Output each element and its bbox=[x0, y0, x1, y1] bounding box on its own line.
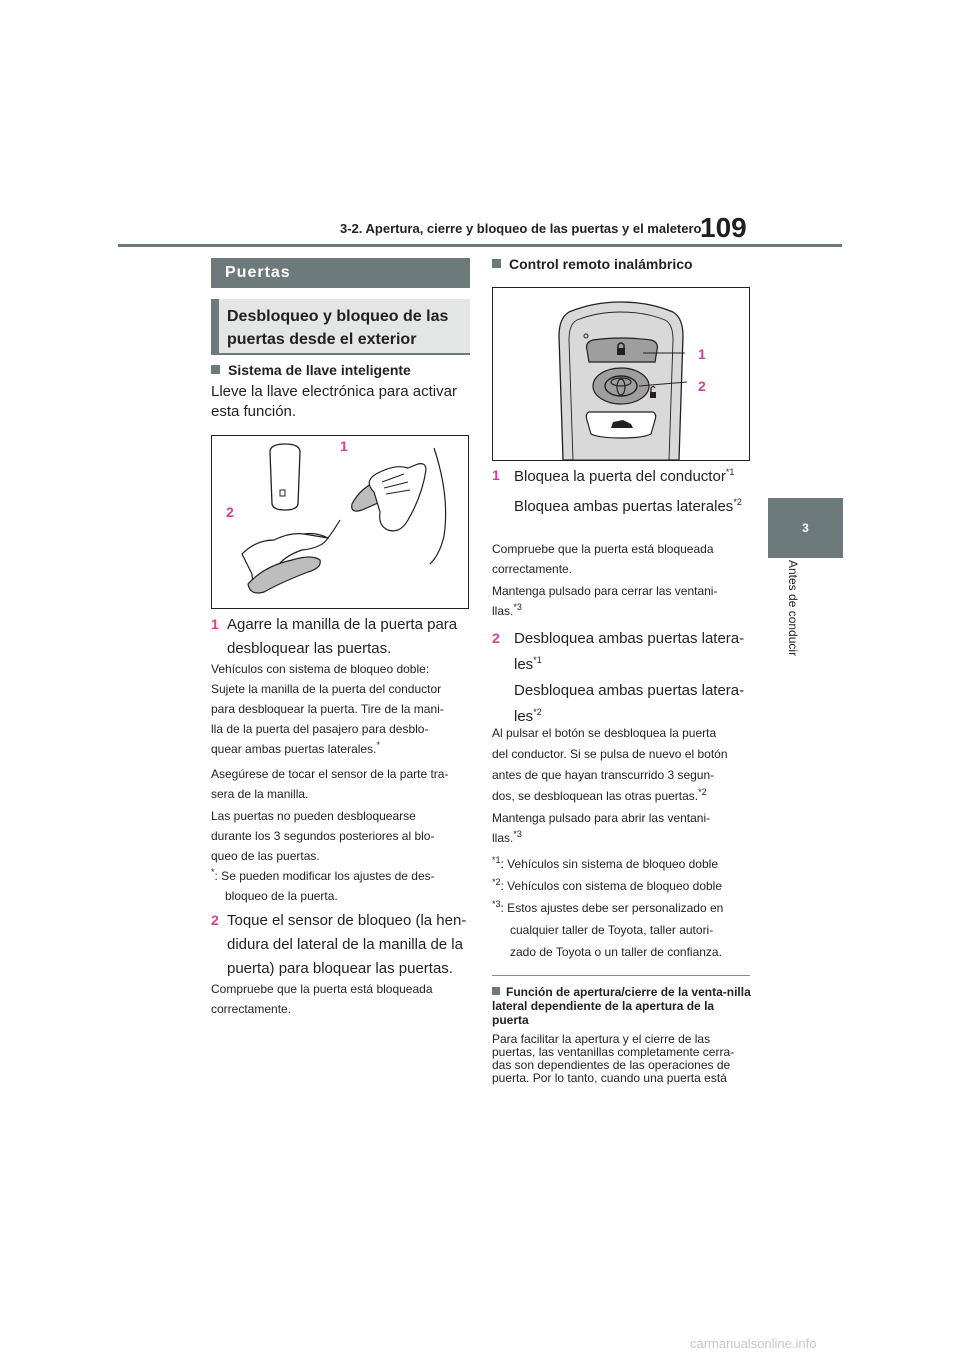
figure-callout-2: 2 bbox=[698, 378, 706, 394]
window-function-text: Para facilitar la apertura y el cierre de las puertas, las ventanillas completamente cerra- das son dependientes de las operaciones de puerta. Por lo tanto, cuando una puerta está bbox=[492, 1032, 735, 1085]
lock-check-note: Compruebe que la puerta está bloqueada correctamente. bbox=[211, 982, 433, 1016]
footnote-3: $^{*3}$: Estos ajustes debe ser personalizado en cualquier taller de Toyota, taller autori- zado de Toyota o un taller de confianza. bbox=[492, 899, 724, 959]
remote-heading: Control remoto inalámbrico bbox=[492, 256, 693, 272]
remote-figure bbox=[492, 287, 750, 461]
subsection-bar bbox=[211, 299, 470, 355]
step-text: Bloquea la puerta del conductor$^{*1}$ Bloquea ambas puertas laterales$^{*2}$ bbox=[514, 467, 742, 515]
step-number: 1 bbox=[211, 616, 219, 632]
open-windows-note: Mantenga pulsado para abrir las ventani- llas.$^{*3}$ bbox=[492, 811, 711, 845]
square-bullet-icon bbox=[492, 259, 501, 268]
step-number: 1 bbox=[492, 467, 500, 483]
hand-door-handle-illustration bbox=[212, 436, 468, 608]
unlock-icon bbox=[650, 392, 656, 398]
upper-hand bbox=[369, 464, 426, 531]
chapter-tab: 3 bbox=[768, 498, 843, 558]
left-footnote: *: Se pueden modificar los ajustes de des- bloqueo de la puerta. bbox=[211, 867, 435, 903]
square-bullet-icon bbox=[492, 987, 500, 995]
figure-callout-2: 2 bbox=[226, 504, 234, 520]
remote-key-illustration bbox=[493, 288, 749, 460]
close-windows-note: Mantenga pulsado para cerrar las ventani- llas.$^{*3}$ bbox=[492, 584, 718, 618]
smart-key-intro: Lleve la llave electrónica para activar esta función. bbox=[211, 383, 457, 420]
page-number: 109 bbox=[700, 212, 747, 243]
unlock-delay-note: Las puertas no pueden desbloquearse durante los 3 segundos posteriores al blo- queo de las puertas. bbox=[211, 809, 435, 863]
step-number: 2 bbox=[211, 912, 219, 928]
right-step-2 bbox=[492, 627, 754, 729]
right-footnotes bbox=[492, 853, 754, 963]
square-bullet-icon bbox=[211, 365, 220, 374]
chapter-label: Antes de conducir bbox=[786, 560, 800, 657]
subsection-title-line1: Desbloqueo y bloqueo de las bbox=[227, 308, 449, 325]
footnote-2: $^{*2}$: Vehículos con sistema de bloqueo doble bbox=[492, 877, 722, 893]
smart-key-heading: Sistema de llave inteligente bbox=[211, 362, 411, 378]
left-step-1 bbox=[211, 613, 471, 661]
unlock-sequence-note: Al pulsar el botón se desbloquea la puerta del conductor. Si se pulsa de nuevo el botón antes de que hayan transcurrido 3 segun- dos, se desbloquean las otras puertas.$^{*2}$ bbox=[492, 726, 728, 803]
figure-callout-1: 1 bbox=[698, 346, 706, 362]
smart-key-figure bbox=[211, 435, 469, 609]
watermark: carmanualsonline.info bbox=[690, 1336, 817, 1351]
double-lock-note: Vehículos con sistema de bloqueo doble: Sujete la manilla de la puerta del conductor para desbloquear la puerta. Tire de la mani- lla de la puerta del pasajero para desblo- quear ambas puertas laterales.* bbox=[211, 662, 444, 756]
step-text: Agarre la manilla de la puerta para desbloquear las puertas. bbox=[227, 616, 458, 657]
section-bar: Puertas bbox=[211, 258, 470, 288]
figure-callout-1: 1 bbox=[340, 438, 348, 454]
step-text: Desbloquea ambas puertas latera- les$^{*1}$ Desbloquea ambas puertas latera- les$^{*2}$ bbox=[514, 630, 745, 725]
subsection-title-line2: puertas desde el exterior bbox=[227, 331, 417, 348]
door-panel-curve bbox=[430, 448, 446, 564]
step-text: Toque el sensor de bloqueo (la hen- didura del lateral de la manilla de la puerta) para bloquear las puertas. bbox=[227, 912, 467, 977]
lock-icon bbox=[617, 348, 625, 355]
footnote-1: $^{*1}$: Vehículos sin sistema de bloqueo doble bbox=[492, 855, 718, 871]
right-step-1 bbox=[492, 464, 754, 520]
header-rule bbox=[118, 244, 842, 247]
info-divider bbox=[492, 975, 750, 976]
step-number: 2 bbox=[492, 630, 500, 646]
sensor-note: Asegúrese de tocar el sensor de la parte tra- sera de la manilla. bbox=[211, 767, 449, 801]
window-function-heading: Función de apertura/cierre de la venta-nilla lateral dependiente de la apertura de la puerta bbox=[492, 985, 751, 1027]
key-fob-shape bbox=[270, 444, 300, 510]
left-step-2 bbox=[211, 909, 473, 981]
lock-check-note-right: Compruebe que la puerta está bloqueada correctamente. bbox=[492, 542, 714, 576]
running-header: 3-2. Apertura, cierre y bloqueo de las puertas y el maletero bbox=[340, 221, 702, 236]
